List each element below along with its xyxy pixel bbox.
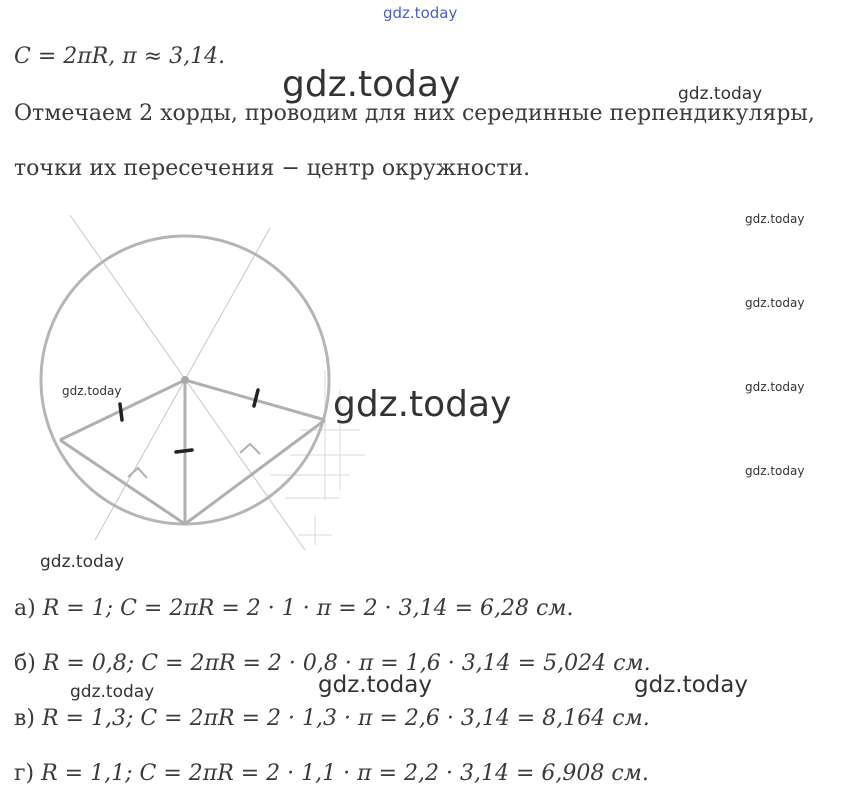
watermark-large: gdz.today: [333, 384, 512, 425]
solution-label: г): [14, 761, 35, 786]
watermark-large: gdz.today: [282, 64, 461, 105]
watermark-small: gdz.today: [745, 212, 805, 226]
watermark-small: gdz.today: [745, 380, 805, 394]
solution-label: а): [14, 596, 36, 621]
watermark-small: gdz.today: [745, 296, 805, 310]
solution-text: R = 1; C = 2πR = 2 · 1 · π = 2 · 3,14 = 6,28 см.: [42, 596, 574, 621]
solution-label: в): [14, 706, 35, 731]
solution-d: [14, 761, 649, 786]
equal-length-ticks: [120, 390, 258, 452]
instruction-line-1: Отмечаем 2 хорды, проводим для них серединные перпендикуляры,: [14, 101, 815, 126]
circle-construction-figure: [30, 200, 370, 560]
watermark-medium: gdz.today: [678, 84, 763, 104]
watermark-top: gdz.today: [383, 4, 458, 22]
solution-text: R = 0,8; C = 2πR = 2 · 0,8 · π = 1,6 · 3,14 = 5,024 см.: [42, 651, 651, 676]
solution-c: [14, 706, 650, 731]
center-point: [181, 376, 189, 384]
watermark-large: gdz.today: [634, 672, 748, 698]
watermark-medium: gdz.today: [70, 682, 155, 702]
right-angle-marks: [128, 444, 260, 478]
watermark-figure: gdz.today: [62, 384, 122, 398]
watermark-small: gdz.today: [745, 464, 805, 478]
watermark-large: gdz.today: [318, 672, 432, 698]
solution-text: R = 1,3; C = 2πR = 2 · 1,3 · π = 2,6 · 3,14 = 8,164 см.: [41, 706, 650, 731]
chords-and-radii: [60, 380, 325, 524]
instruction-line-2: точки их пересечения − центр окружности.: [14, 156, 531, 181]
solution-a: [14, 596, 574, 621]
circumference-formula: C = 2πR, π ≈ 3,14.: [14, 44, 226, 69]
watermark-medium: gdz.today: [40, 552, 125, 572]
solution-label: б): [14, 651, 36, 676]
solution-text: R = 1,1; C = 2πR = 2 · 1,1 · π = 2,2 · 3,14 = 6,908 см.: [41, 761, 649, 786]
